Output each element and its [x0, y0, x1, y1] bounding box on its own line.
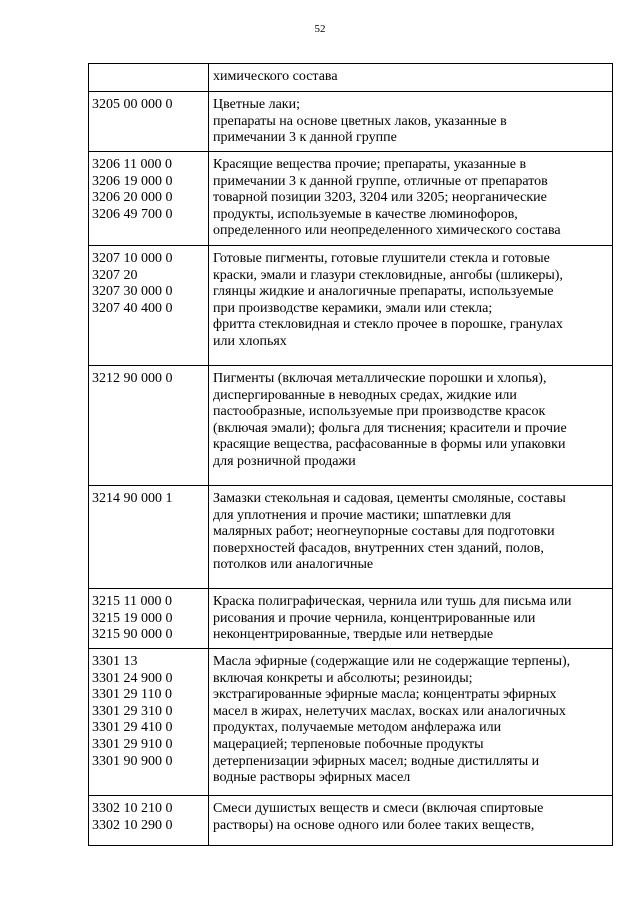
code-cell [89, 92, 209, 152]
hs-code: 3302 10 210 0 [92, 801, 173, 816]
hs-code: 3207 30 000 0 [92, 284, 173, 300]
description-line: красящие вещества, расфасованные в формы или упаковки [213, 437, 566, 453]
description-line: потолков или аналогичные [213, 557, 374, 573]
code-cell [89, 152, 209, 246]
code-cell [89, 796, 209, 846]
tariff-codes-table [88, 63, 613, 846]
hs-code: 3301 29 910 0 [92, 736, 173, 752]
code-cell [89, 589, 209, 649]
code-cell [89, 486, 209, 589]
description-line: продукты, используемые в качестве люминофоров, [213, 206, 518, 222]
description-line: краски, эмали и глазури стекловидные, ангобы (шликеры), [213, 267, 563, 283]
description-line: включая конкреты и абсолюты; резиноиды; [213, 670, 473, 686]
description-line: растворы) на основе одного или более таких веществ, [213, 817, 535, 833]
description-line: химического состава [213, 69, 338, 84]
hs-code: 3206 20 000 0 [92, 190, 173, 206]
description-line: определенного или неопределенного химического состава [213, 223, 561, 239]
hs-code: 3205 00 000 0 [92, 97, 173, 112]
table-row [89, 796, 613, 846]
hs-code: 3301 29 110 0 [92, 687, 172, 703]
hs-code: 3302 10 290 0 [92, 817, 173, 833]
description-line: поверхностей фасадов, внутренних стен зданий, полов, [213, 540, 544, 556]
description-cell [209, 64, 613, 92]
table-row [89, 486, 613, 589]
table-row [89, 92, 613, 152]
code-cell [89, 649, 209, 796]
hs-code: 3212 90 000 0 [92, 371, 173, 386]
hs-code: 3301 13 [92, 654, 138, 669]
description-line: детерпенизации эфирных масел; водные дистилляты и [213, 753, 540, 769]
description-line: Замазки стекольная и садовая, цементы смоляные, составы [213, 491, 566, 506]
description-cell [209, 366, 613, 486]
hs-code: 3301 90 900 0 [92, 753, 173, 769]
table-body [89, 64, 613, 846]
hs-code: 3301 29 410 0 [92, 720, 173, 736]
description-line: Пигменты (включая металлические порошки и хлопья), [213, 371, 547, 386]
hs-code: 3301 29 310 0 [92, 703, 173, 719]
description-cell [209, 486, 613, 589]
description-line: Смеси душистых веществ и смеси (включая спиртовые [213, 801, 544, 816]
description-line: фритта стекловидная и стекло прочее в порошке, гранулах [213, 317, 563, 333]
description-line: продуктах, получаемые методом анфлеража или [213, 720, 502, 736]
description-line: рисования и прочие чернила, концентрированные или [213, 610, 536, 626]
code-cell [89, 366, 209, 486]
description-line: при производстве керамики, эмали или стекла; [213, 300, 493, 316]
description-line: неконцентрированные, твердые или нетвердые [213, 627, 494, 643]
hs-code: 3215 90 000 0 [92, 627, 173, 643]
table-row [89, 649, 613, 796]
description-line: глянцы жидкие и аналогичные препараты, используемые [213, 284, 554, 300]
description-line: малярных работ; неогнеупорные составы для подготовки [213, 524, 555, 540]
description-cell [209, 92, 613, 152]
description-line: примечании 3 к данной группе [213, 130, 397, 146]
code-cell [89, 64, 209, 92]
description-cell [209, 152, 613, 246]
description-line: пастообразные, используемые при производстве красок [213, 404, 546, 420]
table-row [89, 246, 613, 366]
hs-code: 3215 11 000 0 [92, 594, 172, 609]
description-line: Краска полиграфическая, чернила или тушь для письма или [213, 594, 572, 609]
description-line: мацерацией; терпеновые побочные продукты [213, 736, 484, 752]
code-cell [89, 246, 209, 366]
description-line: Масла эфирные (содержащие или не содержащие терпены), [213, 654, 571, 669]
description-line: водные растворы эфирных масел [213, 770, 411, 786]
hs-code: 3301 24 900 0 [92, 670, 173, 686]
description-cell [209, 246, 613, 366]
table-row [89, 589, 613, 649]
description-cell [209, 796, 613, 846]
description-line: товарной позиции 3203, 3204 или 3205; неорганические [213, 190, 547, 206]
description-line: препараты на основе цветных лаков, указанные в [213, 113, 507, 129]
hs-code: 3207 10 000 0 [92, 251, 173, 266]
hs-code: 3214 90 000 1 [92, 491, 173, 506]
hs-code: 3206 49 700 0 [92, 206, 173, 222]
description-line: примечании 3 к данной группе, отличные от препаратов [213, 173, 548, 189]
hs-code: 3215 19 000 0 [92, 610, 173, 626]
description-line: Красящие вещества прочие; препараты, указанные в [213, 157, 527, 172]
table-row [89, 64, 613, 92]
hs-code: 3207 40 400 0 [92, 300, 173, 316]
description-cell [209, 589, 613, 649]
table-row [89, 366, 613, 486]
description-line: для розничной продажи [213, 453, 356, 469]
hs-code: 3207 20 [92, 267, 138, 283]
description-line: или хлопьях [213, 333, 287, 349]
page-number: 52 [314, 23, 326, 35]
description-line: диспергированные в неводных средах, жидкие или [213, 387, 517, 403]
description-line: Цветные лаки; [213, 97, 300, 112]
description-line: (включая эмали); фольга для тиснения; красители и прочие [213, 420, 567, 436]
hs-code: 3206 11 000 0 [92, 157, 172, 172]
description-line: Готовые пигменты, готовые глушители стекла и готовые [213, 251, 550, 266]
hs-code: 3206 19 000 0 [92, 173, 173, 189]
description-line: для уплотнения и прочие мастики; шпатлевки для [213, 507, 511, 523]
description-cell [209, 649, 613, 796]
description-line: масел в жирах, нелетучих маслах, восках или аналогичных [213, 703, 566, 719]
description-line: экстрагированные эфирные масла; концентраты эфирных [213, 687, 557, 703]
table-row [89, 152, 613, 246]
